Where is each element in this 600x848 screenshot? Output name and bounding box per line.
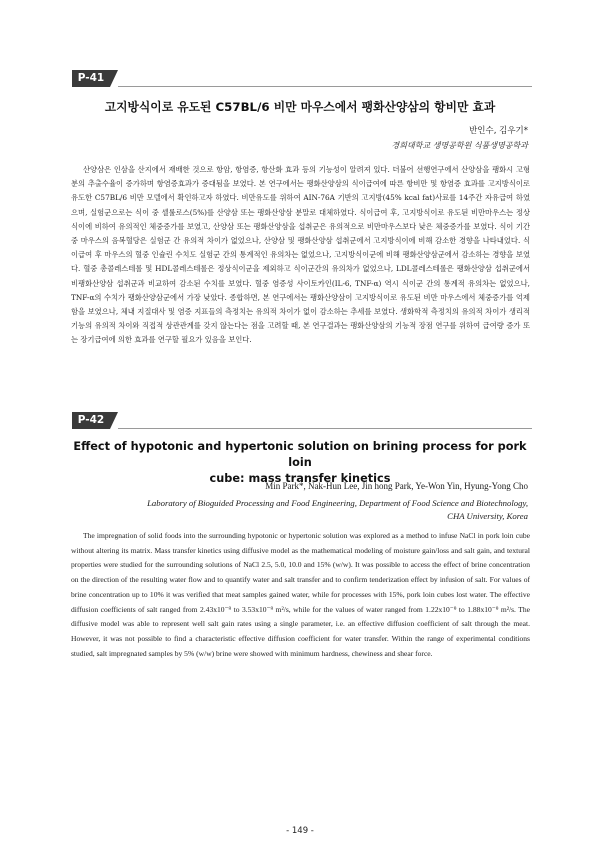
abstract-text: 산양삼은 인삼을 산지에서 재배한 것으로 항암, 항염증, 항산화 효과 등의 기능성이 알려져 있다. 더불어 선행연구에서 산양삼을 팽화시 고형분의 추출수율이 증가하며 항염증효과가 증대됨을 보였다. 본 연구에서는 팽화산양삼의 식이급여에 따른 항비만 및 항염증 효과를 고지방식이로 유도한 C57BL/6 비만 모델에서 확인하고자 하였다. 비만유도를 위하여 AIN-76A 기반의 고지방(45% kcal fat)사료를 14주간 자유급여 하였으며, 실험군으로는 식이 중 셀룰로스(5%)를 산양삼 또는 팽화산양삼 분말로 대체하였다. 식이급여 후, 고지방식이로 유도된 비만마우스는 정상식이에 비하여 유의적인 체중증가를 보였고, 산양삼 또는 팽화산양삼을 섭취군은 유의적으로 비만마우스보다 낮은 체중증가를 보였다. 식이 기간 중 마우스의 음복혈당은 실험군 간 유의적 차이가 없었으나, 산양삼 및 팽화산양삼 섭취군에서 고지방식이에 비해 감소한 경향을 나타내었다. 식이급여 후 마우스의 혈중 인슐린 수치도 실험군 간의 통계적인 유의차는 없었으나, 고지방식이군에 비해 팽화산양삼군에서 감소하는 경향을 보였다. 혈중 총콜레스테롤 및 HDL콜레스테롤은 정상식이군을 제외하고 식이군간의 유의차가 없었으나, LDL콜레스테롤은 팽화산양삼 섭취군에서 비팽화산양삼 섭취군과 비교하여 감소된 수치를 보였다. 혈중 염증성 사이토카인(IL-6, TNF-α) 역시 식이군 간의 통계적 유의차는 없었으나, TNF-α의 수치가 팽화산양삼군에서 가장 낮았다. 종합하면, 본 연구에서는 팽화산양삼이 고지방식이로 유도된 비만 마우스에서 체중증가를 억제함을 보였으나, 체내 지질대사 및 염증 지표들의 측정치는 유의적 차이가 없이 감소하는 추세를 보였다. 생화학적 측정치의 유의적 차이가 생리적 기능의 유의적 차이와 직접적 상관관계를 갖지 않는다는 점을 고려할 때, 본 연구결과는 팽화산양삼의 기능적 장점 연구를 위하여 급여량 증가 또는 장기급여에 의한 효과를 연구할 필요가 있음을 보인다. (71, 165, 530, 345)
title-line: Effect of hypotonic and hypertonic solution on brining process for pork loin (73, 440, 527, 469)
affiliation-line: Laboratory of Bioguided Processing and Food Engineering, Department of Food Science and Biotechnology, (147, 498, 528, 508)
section-badge-p42 (72, 412, 118, 429)
section-label: P-41 (72, 70, 110, 87)
page-number: - 149 - (286, 826, 314, 836)
affiliation: 경희대학교 생명공학원 식품생명공학과 (391, 141, 528, 150)
section-label: P-42 (72, 412, 110, 429)
badge-tip (110, 70, 118, 87)
abstract-text: The impregnation of solid foods into the surrounding hypotonic or hypertonic solution was explored as a method to infuse NaCl in pork loin cube without altering its matrix. Mass transfer kinetics using diffusive model as the mathematical modeling of moisture gain/loss and salt gain, and textural properties were studied for the surrounding solutions of NaCl 2.5, 5.0, 10.0 and 15% (w/w). It was possible to access the effect of brine concentration on the direction of the resulting water flow and to quantify water and salt transfer and to confirm tenderization effect by infusion of salt. For values of brine concentration up to 10% it was verified that meat samples gained water, while for processes with 15%, pork loin cubes lost water. The effective diffusion coefficients of salt ranged from 2.43x10⁻⁹ to 3.53x10⁻⁹ m²/s, while for the values of water ranged from 1.22x10⁻⁹ to 1.88x10⁻⁹ m²/s. The diffusive model was able to represent well salt gain rates using a single parameter, i.e. an effective diffusion coefficient of salt through the meat. However, it was not possible to find a characteristic effective diffusion coefficient for water transfer. Within the range of experimental conditions studied, salt impregnated samples by 5% (w/w) brine were showed with minimum hardness, chewiness and shear force. (71, 531, 530, 658)
section-badge-p41 (72, 70, 118, 87)
section-rule (118, 86, 532, 87)
paper-title: 고지방식이로 유도된 C57BL/6 비만 마우스에서 팽화산양삼의 항비만 효과 (104, 100, 496, 114)
paper-title (70, 439, 530, 487)
author-list: Min Park*, Nak-Hun Lee, Jin hong Park, Ye-Won Yin, Hyung-Yong Cho (265, 481, 528, 491)
badge-tip (110, 412, 118, 429)
author-list: 반인수, 김우기* (469, 126, 528, 136)
affiliation-line: CHA University, Korea (447, 511, 528, 521)
title-line: cube: mass transfer kinetics (209, 472, 391, 485)
affiliation (147, 497, 528, 523)
section-rule (118, 428, 532, 429)
